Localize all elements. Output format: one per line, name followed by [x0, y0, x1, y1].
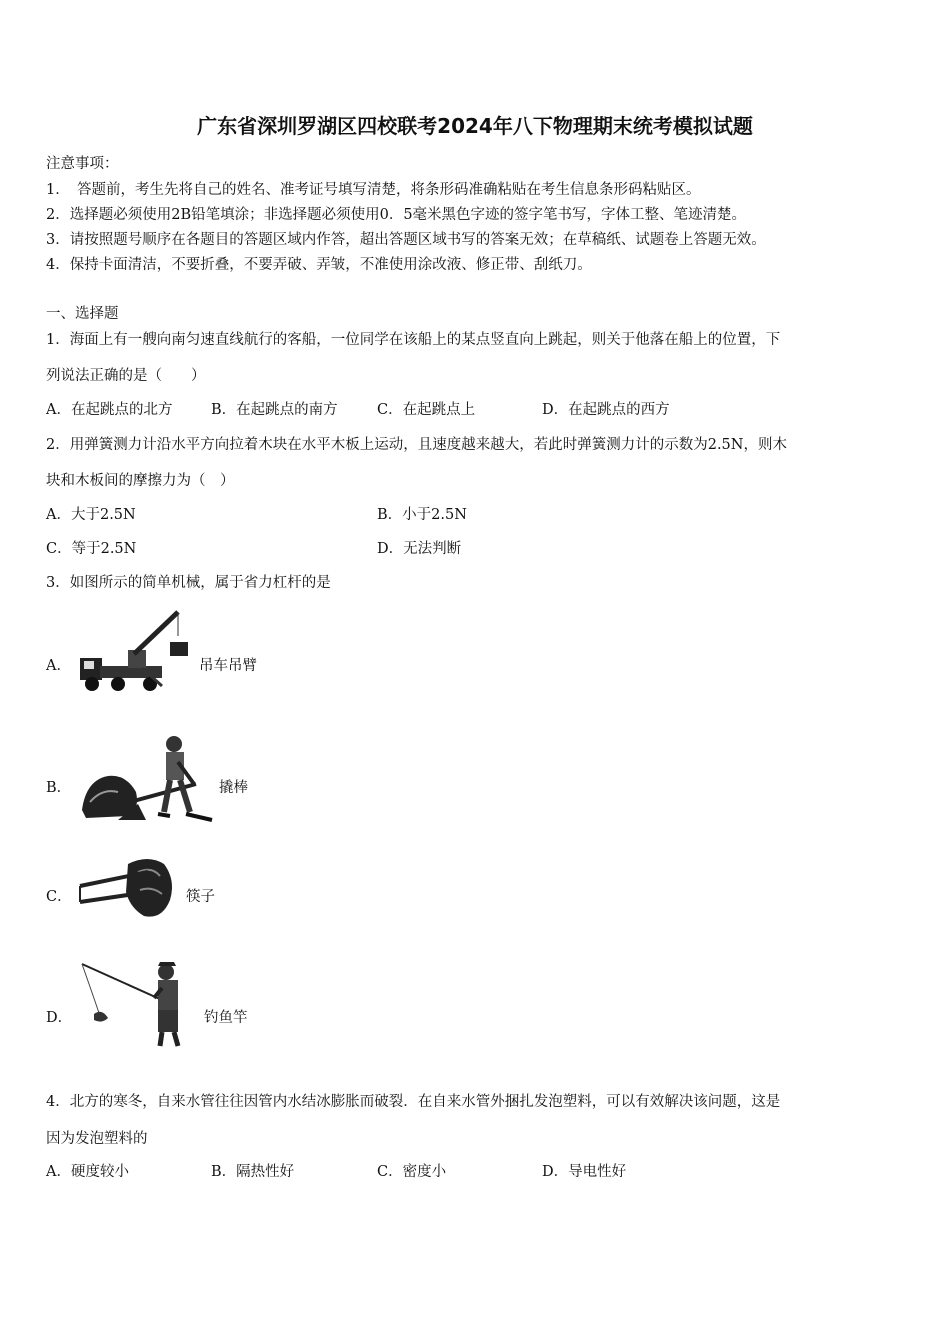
- question-1-line-1: 1．海面上有一艘向南匀速直线航行的客船，一位同学在该船上的某点竖直向上跳起，则关于他落在船上的位置，下: [46, 332, 781, 348]
- q2-option-d: D．无法判断: [377, 541, 462, 557]
- q1-option-d: D．在起跳点的西方: [542, 402, 670, 418]
- section-heading: 一、选择题: [46, 306, 119, 322]
- question-2-line-2: 块和木板间的摩擦力为（ ）: [46, 473, 235, 489]
- chopsticks-icon: [78, 852, 178, 924]
- q2-option-c: C．等于2.5N: [46, 541, 137, 557]
- notice-item: 3．请按照题号顺序在各题目的答题区域内作答，超出答题区域书写的答案无效；在草稿纸、试题卷上答题无效。: [46, 232, 766, 248]
- notice-item: 4．保持卡面清洁，不要折叠，不要弄破、弄皱，不准使用涂改液、修正带、刮纸刀。: [46, 257, 592, 273]
- q1-option-b: B．在起跳点的南方: [211, 402, 338, 418]
- q2-option-b: B．小于2.5N: [377, 507, 467, 523]
- q3-option-c-caption: 筷子: [186, 889, 215, 905]
- notice-item: 1． 答题前，考生先将自己的姓名、准考证号填写清楚，将条形码准确粘贴在考生信息条形码粘贴区。: [46, 182, 701, 198]
- crowbar-worker-icon: [78, 732, 218, 824]
- q3-option-a-caption: 吊车吊臂: [199, 658, 257, 674]
- q3-option-b-letter: B．: [46, 780, 72, 796]
- q4-option-d: D．导电性好: [542, 1164, 627, 1180]
- q4-option-b: B．隔热性好: [211, 1164, 295, 1180]
- question-1-line-2: 列说法正确的是（ ）: [46, 368, 206, 384]
- q3-option-c-letter: C．: [46, 889, 72, 905]
- question-2-line-1: 2．用弹簧测力计沿水平方向拉着木块在水平木板上运动，且速度越来越大，若此时弹簧测力计的示数为2.5N，则木: [46, 437, 787, 453]
- fishing-rod-icon: [78, 958, 193, 1050]
- q1-option-c: C．在起跳点上: [377, 402, 476, 418]
- question-4-line-1: 4．北方的寒冬，自来水管往往因管内水结冰膨胀而破裂．在自来水管外捆扎发泡塑料，可以有效解决该问题，这是: [46, 1094, 781, 1110]
- q2-option-a: A．大于2.5N: [46, 507, 136, 523]
- q3-option-a-letter: A．: [46, 658, 71, 674]
- page-title: 广东省深圳罗湖区四校联考2024年八下物理期末统考模拟试题: [197, 114, 753, 138]
- q4-option-c: C．密度小: [377, 1164, 447, 1180]
- notice-item: 2．选择题必须使用2B铅笔填涂；非选择题必须使用0．5毫米黑色字迹的签字笔书写，字体工整、笔迹清楚。: [46, 207, 747, 223]
- q4-option-a: A．硬度较小: [46, 1164, 129, 1180]
- q3-option-b-caption: 撬棒: [219, 780, 248, 796]
- question-3-line-1: 3．如图所示的简单机械，属于省力杠杆的是: [46, 575, 331, 591]
- q1-option-a: A．在起跳点的北方: [46, 402, 173, 418]
- notice-heading: 注意事项：: [46, 156, 119, 172]
- question-4-line-2: 因为发泡塑料的: [46, 1131, 148, 1147]
- q3-option-d-letter: D．: [46, 1010, 73, 1026]
- q3-option-d-caption: 钓鱼竿: [204, 1010, 248, 1026]
- crane-truck-icon: [78, 606, 193, 696]
